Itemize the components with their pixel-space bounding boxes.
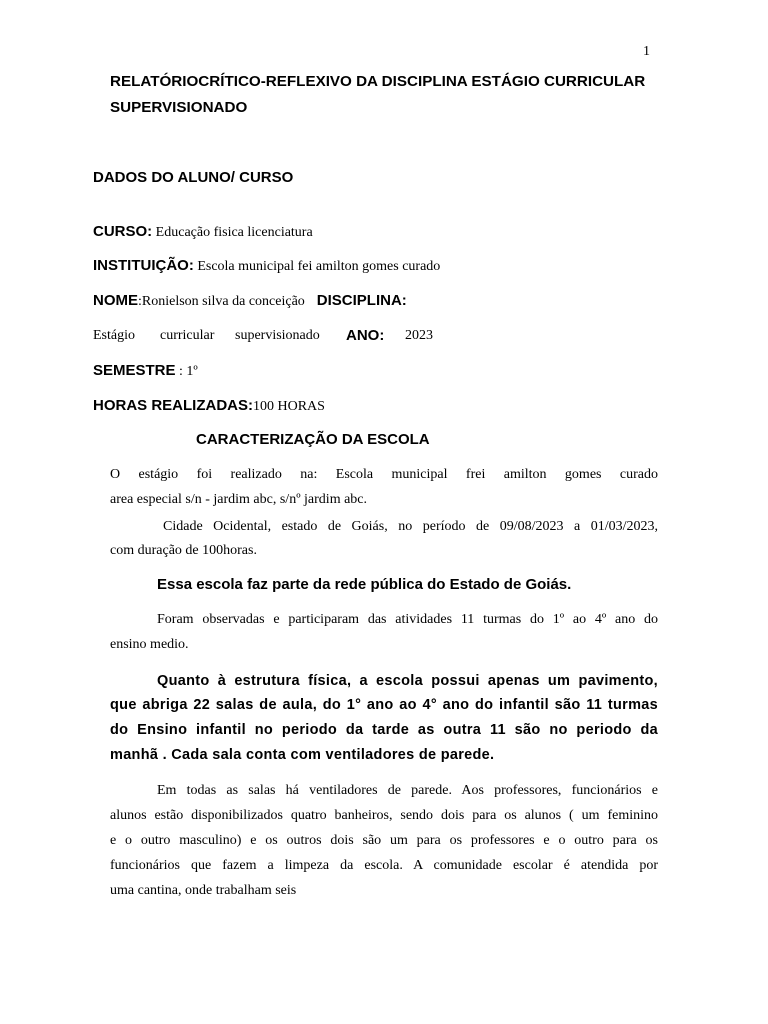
- estagio-word-3: supervisionado: [235, 328, 320, 343]
- paragraph-4-line-2: ensino medio.: [110, 637, 189, 652]
- semestre-value: : 1º: [175, 364, 198, 379]
- semestre-label: SEMESTRE: [93, 362, 176, 379]
- paragraph-6-line-4: funcionários que fazem a limpeza da escola. A comunidade escolar é atendida por: [110, 858, 658, 873]
- section-heading-student: DADOS DO ALUNO/ CURSO: [93, 169, 294, 186]
- document-title-line1: RELATÓRIOCRÍTICO-REFLEXIVO DA DISCIPLINA ESTÁGIO CURRICULAR: [110, 73, 646, 90]
- field-nome: [93, 292, 407, 310]
- field-semestre: [93, 362, 198, 380]
- paragraph-6-line-3: e o outro masculino) e os outros dois são um para os professores e o outro para os: [110, 833, 658, 848]
- paragraph-2-line-1: Cidade Ocidental, estado de Goiás, no período de 09/08/2023 a 01/03/2023,: [163, 519, 658, 534]
- paragraph-6-line-5: uma cantina, onde trabalham seis: [110, 883, 297, 898]
- paragraph-6-line-1: Em todas as salas há ventiladores de parede. Aos professores, funcionários e: [157, 783, 658, 798]
- paragraph-1-line-2: area especial s/n - jardim abc, s/nº jardim abc.: [110, 492, 368, 507]
- curso-label: CURSO:: [93, 223, 153, 240]
- field-curso: [93, 223, 313, 241]
- paragraph-6-line-2: alunos estão disponibilizados quatro banheiros, sendo dois para os alunos ( um feminino: [110, 808, 658, 823]
- paragraph-3: Essa escola faz parte da rede pública do Estado de Goiás.: [157, 576, 572, 593]
- instituicao-label: INSTITUIÇÃO:: [93, 257, 194, 274]
- paragraph-1-line-1: O estágio foi realizado na: Escola municipal frei amilton gomes curado: [110, 467, 658, 482]
- estagio-word-2: curricular: [160, 328, 215, 343]
- paragraph-5-line-4: manhã . Cada sala conta com ventiladores de parede.: [110, 747, 495, 763]
- horas-label: HORAS REALIZADAS:: [93, 397, 253, 414]
- document-title-line2: SUPERVISIONADO: [110, 99, 248, 116]
- horas-value: 100 HORAS: [253, 399, 325, 414]
- paragraph-2-line-2: com duração de 100horas.: [110, 543, 257, 558]
- disciplina-label: DISCIPLINA:: [316, 292, 407, 309]
- ano-label: ANO:: [346, 327, 385, 344]
- field-horas: [93, 397, 325, 415]
- instituicao-value: Escola municipal fei amilton gomes curado: [193, 259, 441, 274]
- paragraph-4-line-1: Foram observadas e participaram das atividades 11 turmas do 1º ao 4º ano do: [157, 612, 658, 627]
- paragraph-5-line-1: Quanto à estrutura física, a escola possui apenas um pavimento,: [157, 673, 658, 689]
- nome-label: NOME: [93, 292, 138, 309]
- ano-value: 2023: [405, 328, 433, 343]
- paragraph-5-line-2: que abriga 22 salas de aula, do 1° ano ao 4° ano do infantil são 11 turmas: [110, 697, 658, 713]
- nome-value: :Ronielson silva da conceição: [138, 294, 305, 309]
- paragraph-5-line-3: do Ensino infantil no periodo da tarde as outra 11 são no periodo da: [110, 722, 658, 738]
- section-heading-school: CARACTERIZAÇÃO DA ESCOLA: [196, 431, 430, 448]
- estagio-word-1: Estágio: [93, 328, 135, 343]
- curso-value: Educação fisica licenciatura: [152, 225, 313, 240]
- field-instituicao: [93, 257, 440, 275]
- page-number: 1: [643, 44, 650, 59]
